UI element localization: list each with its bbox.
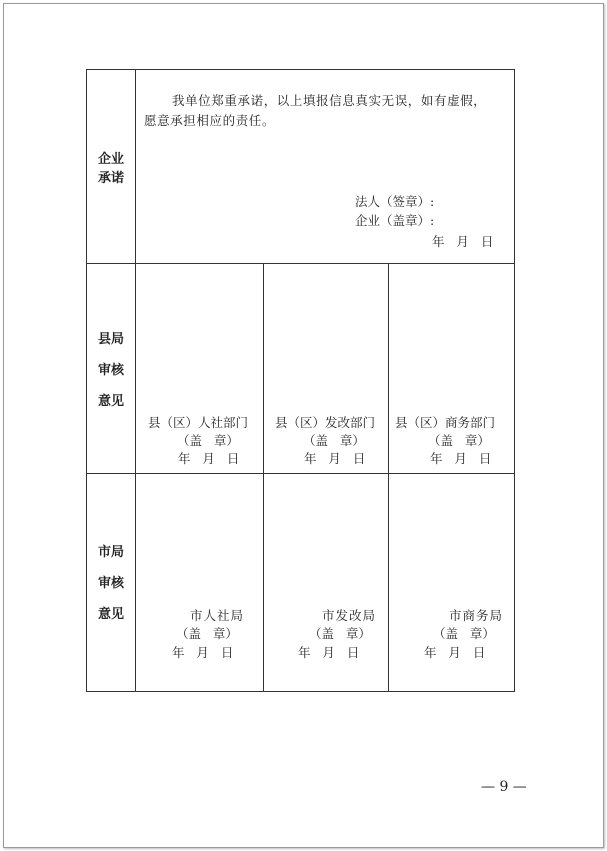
city-commerce-seal: （盖 章）: [433, 626, 495, 641]
county-col-divider-2: [388, 263, 389, 473]
county-commerce-dept: 县（区）商务部门: [395, 415, 496, 430]
city-drc-bureau: 市发改局: [322, 608, 377, 623]
county-label-line3: 意见: [98, 394, 125, 409]
city-hr-seal: （盖 章）: [176, 626, 238, 641]
city-commerce-date: 年 月 日: [424, 645, 486, 660]
county-drc-seal: （盖 章）: [303, 433, 365, 448]
county-label-line1: 县局: [98, 332, 125, 347]
approval-form-table: [86, 69, 515, 692]
city-hr-bureau: 市人社局: [190, 608, 245, 623]
pledge-label-line1: 企业: [98, 152, 125, 167]
enterprise-seal-field: 企业（盖章）:: [355, 213, 435, 228]
county-hr-dept: 县（区）人社部门: [148, 415, 249, 430]
row-divider-2: [87, 473, 514, 474]
city-label-line1: 市局: [98, 545, 125, 560]
city-label-line3: 意见: [98, 607, 125, 622]
city-label-line2: 审核: [98, 576, 125, 591]
county-drc-date: 年 月 日: [304, 451, 366, 466]
county-hr-seal: （盖 章）: [177, 433, 239, 448]
pledge-date-field: 年 月 日: [432, 234, 494, 249]
county-hr-date: 年 月 日: [178, 451, 240, 466]
county-label-line2: 审核: [98, 363, 125, 378]
pledge-text-line1: 我单位郑重承诺，以上填报信息真实无误，如有虚假，: [172, 93, 487, 108]
county-commerce-date: 年 月 日: [430, 451, 492, 466]
label-column-divider: [135, 70, 136, 691]
city-drc-date: 年 月 日: [298, 645, 360, 660]
pledge-text-line2: 愿意承担相应的责任。: [144, 113, 276, 128]
city-col-divider-1: [263, 473, 264, 691]
row-divider-1: [87, 263, 514, 264]
county-drc-dept: 县（区）发改部门: [275, 415, 376, 430]
city-col-divider-2: [388, 473, 389, 691]
pledge-label-line2: 承诺: [98, 171, 125, 186]
page-number: — 9 —: [481, 779, 527, 795]
county-col-divider-1: [263, 263, 264, 473]
city-hr-date: 年 月 日: [172, 645, 234, 660]
legal-person-signature-field: 法人（签章）:: [355, 194, 435, 209]
county-commerce-seal: （盖 章）: [428, 433, 490, 448]
city-commerce-bureau: 市商务局: [449, 608, 504, 623]
city-drc-seal: （盖 章）: [309, 626, 371, 641]
